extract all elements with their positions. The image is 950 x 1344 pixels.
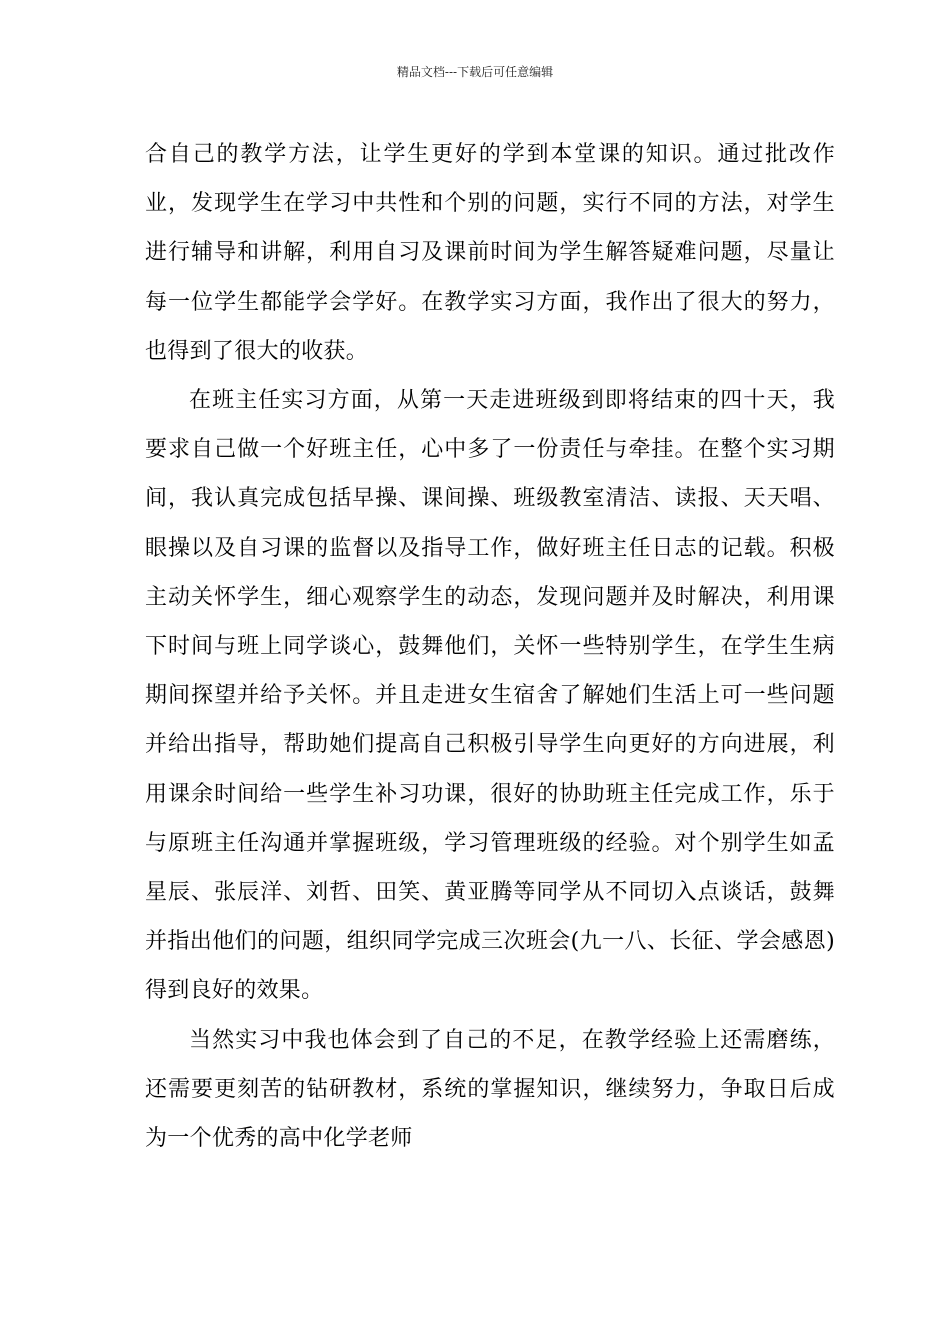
paragraph-shortcomings: 当然实习中我也体会到了自己的不足，在教学经验上还需磨练，还需要更刻苦的钻研教材，系统的掌握知识，继续努力，争取日后成为一个优秀的高中化学老师 bbox=[145, 1027, 835, 1152]
paragraph-class-teacher-internship: 在班主任实习方面，从第一天走进班级到即将结束的四十天，我要求自己做一个好班主任，心中多了一份责任与牵挂。在整个实习期间，我认真完成包括早操、课间操、班级教室清洁、读报、天天唱、眼操以及自习课的监督以及指导工作，做好班主任日志的记载。积极主动关怀学生，细心观察学生的动态，发现问题并及时解决，利用课下时间与班上同学谈心，鼓舞他们，关怀一些特别学生，在学生生病期间探望并给予关怀。并且走进女生宿舍了解她们生活上可一些问题并给出指导，帮助她们提高自己积极引导学生向更好的方向进展，利用课余时间给一些学生补习功课，很好的协助班主任完成工作，乐于与原班主任沟通并掌握班级，学习管理班级的经验。对个别学生如孟星辰、张辰洋、刘哲、田笑、黄亚腾等同学从不同切入点谈话，鼓舞并指出他们的问题，组织同学完成三次班会(九一八、长征、学会感恩)得到良好的效果。 bbox=[145, 388, 835, 1004]
document-body bbox=[145, 130, 835, 1163]
paragraph-teaching-continued: 合自己的教学方法，让学生更好的学到本堂课的知识。通过批改作业，发现学生在学习中共性和个别的问题，实行不同的方法，对学生进行辅导和讲解，利用自习及课前时间为学生解答疑难问题，尽量让每一位学生都能学会学好。在教学实习方面，我作出了很大的努力，也得到了很大的收获。 bbox=[145, 142, 835, 364]
page-header: 精品文档---下载后可任意编辑 bbox=[396, 65, 554, 79]
